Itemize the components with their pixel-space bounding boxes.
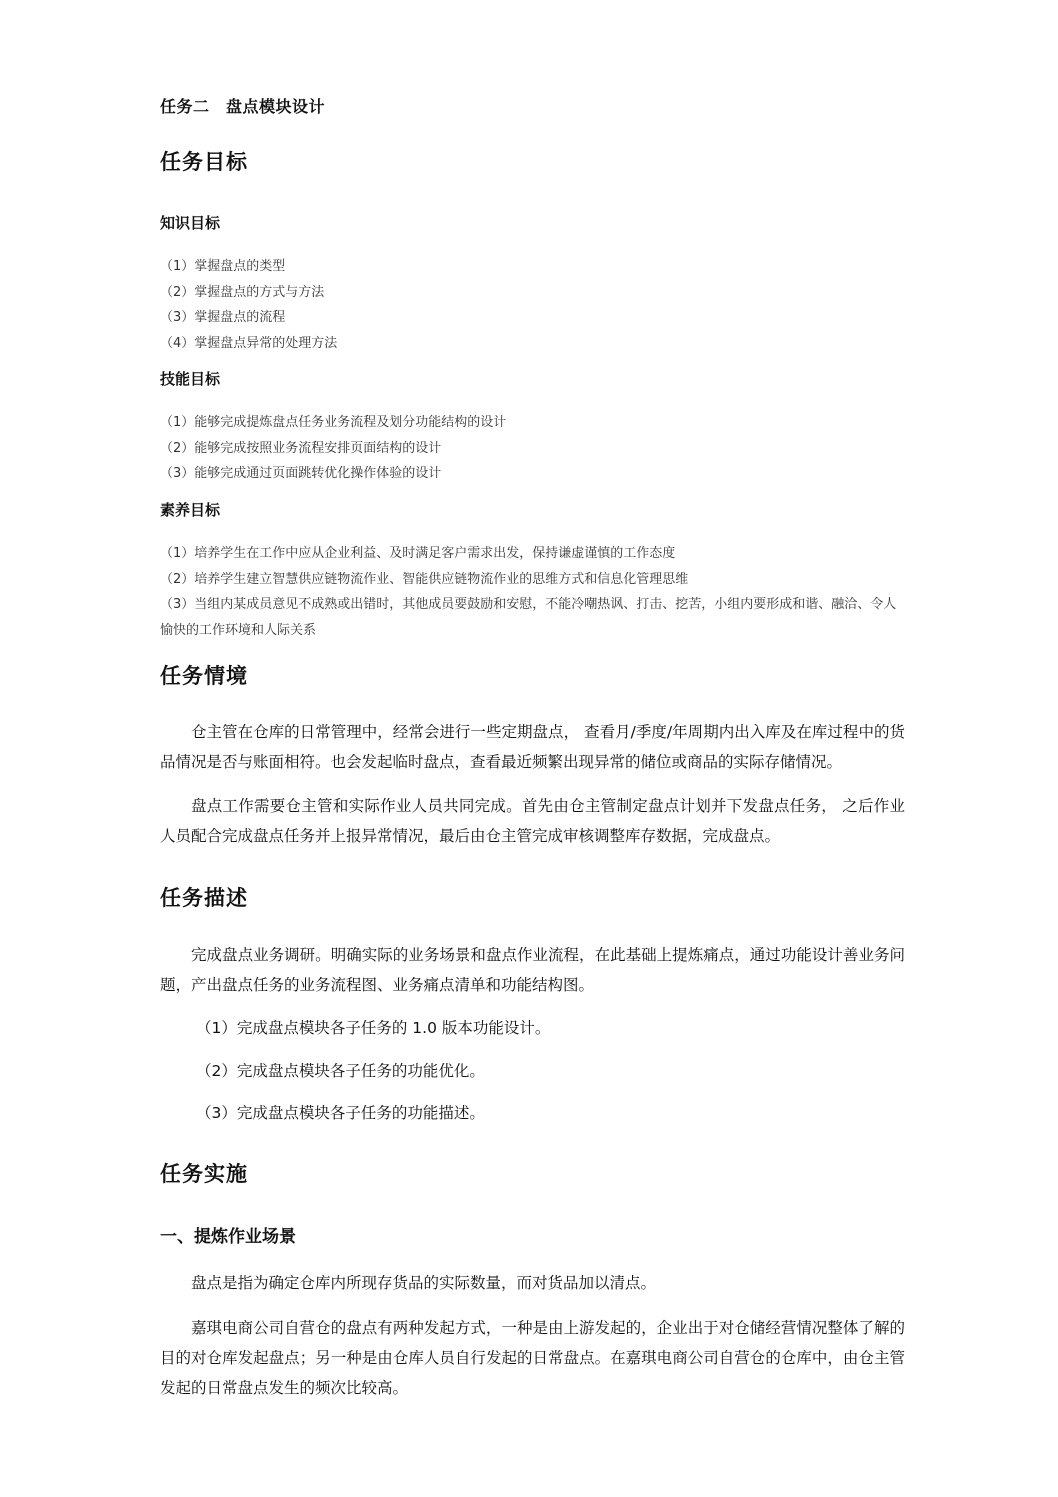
quality-goals-list [160, 541, 905, 643]
situation-heading: 任务情境 [160, 664, 248, 688]
list-item: （3）当组内某成员意见不成熟或出错时，其他成员要鼓励和安慰，不能冷嘲热讽、打击、挖苦，小组内要形成和谐、融洽、令人愉快的工作环境和人际关系 [160, 597, 897, 638]
knowledge-goals-list [160, 254, 905, 356]
description-heading: 任务描述 [160, 886, 248, 910]
description-item-3: （3）完成盘点模块各子任务的功能描述。 [196, 1104, 485, 1122]
list-item: （1）培养学生在工作中应从企业利益、及时满足客户需求出发，保持谦虚谨慎的工作态度 [160, 546, 676, 561]
skill-goals-list [160, 410, 905, 487]
implementation-paragraph-1: 盘点是指为确定仓库内所现存货品的实际数量，而对货品加以清点。 [191, 1274, 657, 1292]
implementation-paragraph-2: 嘉琪电商公司自营仓的盘点有两种发起方式，一种是由上游发起的，企业出于对仓储经营情况整体了解的目的对仓库发起盘点；另一种是由仓库人员自行发起的日常盘点。在嘉琪电商公司自营仓的仓库中，由仓主管发起的日常盘点发生的频次比较高。 [160, 1319, 905, 1397]
list-item: （2）掌握盘点的方式与方法 [160, 284, 325, 300]
list-item: （3）掌握盘点的流程 [160, 310, 286, 325]
task-title: 任务二 盘点模块设计 [160, 97, 326, 116]
list-item: （3）能够完成通过页面跳转优化操作体验的设计 [160, 466, 442, 481]
list-item: （4）掌握盘点异常的处理方法 [160, 335, 338, 351]
situation-paragraph-1: 仓主管在仓库的日常管理中，经常会进行一些定期盘点， 查看月/季度/年周期内出入库及在库过程中的货品情况是否与账面相符。也会发起临时盘点，查看最近频繁出现异常的储位或商品的实际存储情况。 [160, 723, 905, 771]
quality-goals-heading: 素养目标 [160, 501, 221, 519]
implementation-subheading: 一、提炼作业场景 [160, 1227, 296, 1247]
implementation-heading: 任务实施 [160, 1162, 248, 1186]
goals-heading: 任务目标 [160, 150, 248, 174]
list-item: （1）掌握盘点的类型 [160, 259, 286, 274]
situation-paragraph-2: 盘点工作需要仓主管和实际作业人员共同完成。首先由仓主管制定盘点计划并下发盘点任务， 之后作业人员配合完成盘点任务并上报异常情况，最后由仓主管完成审核调整库存数据，完成盘点。 [160, 797, 905, 845]
knowledge-goals-heading: 知识目标 [160, 214, 221, 232]
list-item: （1）能够完成提炼盘点任务业务流程及划分功能结构的设计 [160, 415, 507, 430]
document-page [160, 0, 905, 1497]
description-item-2: （2）完成盘点模块各子任务的功能优化。 [196, 1062, 485, 1080]
description-paragraph: 完成盘点业务调研。明确实际的业务场景和盘点作业流程，在此基础上提炼痛点，通过功能设计善业务问题，产出盘点任务的业务流程图、业务痛点清单和功能结构图。 [160, 946, 905, 994]
list-item: （2）培养学生建立智慧供应链物流作业、智能供应链物流作业的思维方式和信息化管理思维 [160, 571, 689, 587]
list-item: （2）能够完成按照业务流程安排页面结构的设计 [160, 440, 442, 456]
skill-goals-heading: 技能目标 [160, 370, 221, 388]
description-item-1: （1）完成盘点模块各子任务的 1.0 版本功能设计。 [196, 1019, 551, 1037]
